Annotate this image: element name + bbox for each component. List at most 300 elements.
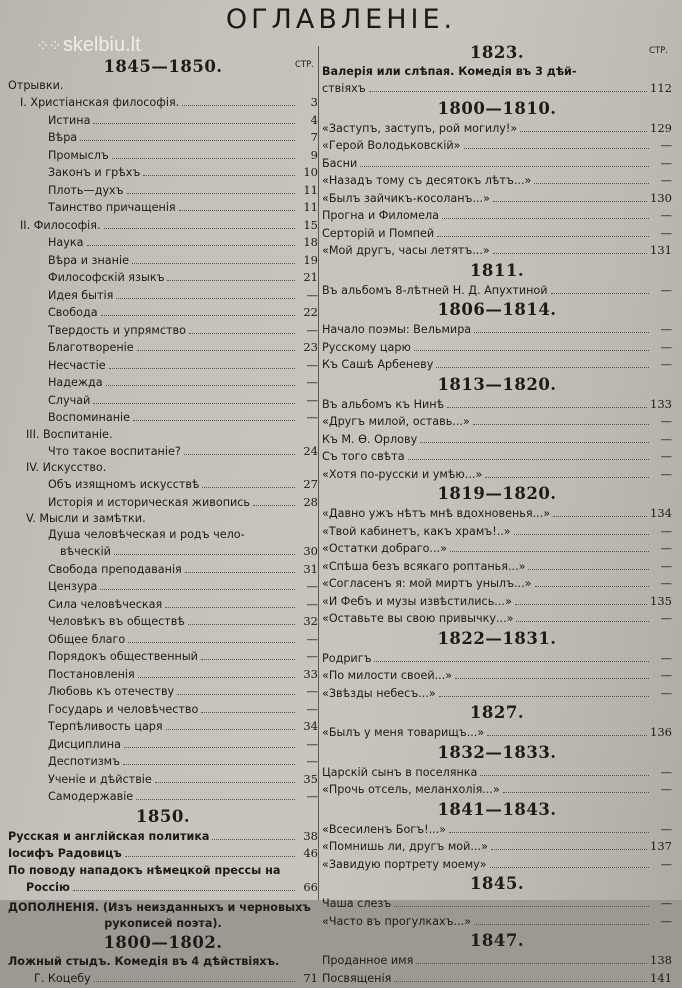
toc-page-number: 11 [303,200,318,214]
year-heading: 1822—1831. [437,628,557,648]
leader-dots [449,832,649,833]
toc-list [322,724,672,742]
toc-entry [322,650,672,668]
toc-page-number: — [306,596,318,611]
toc-list [322,895,672,930]
leader-dots [442,218,649,219]
toc-entry [322,155,672,173]
toc-entry: вѣческiй 30 [60,544,318,558]
toc-entry-title: Басни [322,156,358,170]
toc-list [322,650,672,703]
toc-entry-title: Начало поэмы: Вельмира [322,323,472,336]
toc-entry-title: Ученiе и дѣйствiе [48,772,152,786]
toc-entry-title: Исторiя и историческая живопись [48,495,251,509]
toc-page-number: 131 [650,243,672,257]
toc-page-number: — [306,375,318,389]
leader-dots [408,459,649,460]
toc-entry [8,234,318,252]
leader-dots [93,403,295,404]
toc-entry [322,120,672,138]
toc-entry-title: Проданное имя [322,954,414,967]
toc-page-number: 34 [303,719,318,733]
toc-entry-title: Въ альбомъ 8-лѣтней Н. Д. Апухтиной [322,283,548,297]
toc-entry [8,683,318,701]
toc-entry [322,282,672,300]
leader-dots [93,123,295,124]
toc-entry-title: «Помнишь ли, другъ мой...» [322,840,488,853]
toc-entry-title: Постановленiя [48,667,135,681]
toc-page-number: 27 [303,477,318,491]
leader-dots [188,624,295,625]
toc-entry [8,164,318,182]
toc-page-number: — [660,155,672,170]
toc-page-number: — [306,754,318,768]
toc-entry [322,396,672,414]
right-column [322,42,672,987]
toc-entry-title: Царскiй сынъ в поселянка [322,765,478,779]
toc-entry [322,321,672,339]
leader-dots [493,201,647,202]
toc-entry [8,613,318,631]
toc-entry-title: «Былъ зайчикъ-косоланъ...» [322,191,490,205]
toc-page-number: — [306,322,318,337]
toc-page-number: — [660,431,672,446]
toc-entry-title: Промыслъ [48,148,109,162]
toc-entry-title: Съ того свѣта [322,450,405,463]
toc-list [8,828,318,863]
leader-dots [437,236,649,237]
leader-dots [143,175,295,176]
leader-dots [439,696,649,697]
toc-page-number: 28 [303,494,318,509]
toc-entry-title: «Хотя по-русски и умѣю...» [322,467,483,481]
toc-entry [322,523,672,541]
toc-entry [322,575,672,593]
toc-entry [322,225,672,243]
section-heading-wrap [8,56,318,78]
supplement-heading: рукописей поэта). [104,917,222,930]
toc-entry [322,190,672,208]
toc-entry [8,147,318,165]
toc-page-number: — [660,896,672,910]
toc-list [8,443,318,461]
toc-entry-title: Порядокъ общественный [48,650,198,663]
year-heading: 1819—1820. [437,484,557,503]
leader-dots [106,385,295,386]
toc-page-number: — [660,282,672,297]
toc-page-number: 19 [303,252,318,267]
leader-dots [394,981,647,982]
leader-dots [420,442,649,443]
toc-entry [8,374,318,392]
toc-entry-title: Серторiй и Помпей [322,226,435,240]
toc-entry-title: «Давно ужъ нѣтъ мнѣ вдохновенья...» [322,507,551,520]
toc-entry [322,466,672,484]
toc-list [322,952,672,987]
year-heading: 1845. [469,874,525,893]
leader-dots [535,586,650,587]
year-heading: 1800—1802. [103,933,223,952]
toc-entry [8,269,318,287]
toc-entry-title: «Назадъ тому съ десятокъ лѣтъ...» [322,174,532,187]
toc-list [322,764,672,799]
toc-entry-title: Русскому царю [322,340,411,354]
toc-entry [8,129,318,147]
toc-page-number: 138 [650,953,672,967]
toc-entry [322,356,672,374]
toc-page-number: 18 [303,235,318,249]
toc-entry [8,252,318,270]
supplement-heading: ДОПОЛНЕНIЯ. (Изъ неизданныхъ и черновыхъ [8,901,311,914]
leader-dots [474,332,649,333]
toc-entry [8,182,318,200]
leader-dots [189,333,295,334]
toc-entry-title: Объ изящномъ искусствѣ [48,478,200,491]
toc-entry-title: Воспоминанiе [48,411,131,424]
toc-page-number: — [660,225,672,240]
toc-entry-title: Сила человѣческая [48,597,163,611]
toc-page-number: — [660,668,672,682]
toc-page-number: — [660,576,672,590]
toc-entry-title: «Часто въ прогулкахъ...» [322,914,472,928]
toc-entry-title: Человѣкъ въ обществѣ [48,615,185,628]
toc-entry-title: Несчастiе [48,358,106,372]
leader-dots [491,849,647,850]
toc-page-number: — [660,357,672,371]
leader-dots [551,293,649,294]
leader-dots [166,729,295,730]
toc-page-number: — [660,782,672,796]
toc-entry-title: Благотворенiе [48,341,134,354]
toc-entry [322,724,672,742]
toc-entry [8,494,318,512]
toc-entry-title: Случай [48,393,91,407]
toc-page-number: — [660,650,672,665]
toc-entry-title: Въ альбомъ къ Нинѣ [322,397,445,411]
toc-page-number: 31 [303,561,318,576]
toc-page-number: 133 [650,396,672,411]
leader-dots [101,315,295,316]
toc-entry-title: Государь и человѣчество [48,702,199,716]
toc-entry-title: Прогна и Филомела [322,209,440,222]
toc-entry [322,764,672,782]
toc-page-number: — [660,208,672,222]
toc-entry [322,952,672,970]
year-heading: 1827. [469,703,525,722]
toc-entry-title: Плоть—духъ [48,183,124,197]
toc-page-number: — [660,913,672,928]
toc-entry [322,207,672,225]
toc-entry-title: «Оставьте вы свою привычку...» [322,612,514,625]
leader-dots [132,263,295,264]
toc-page-number: 35 [303,771,318,786]
leader-dots [464,148,650,149]
toc-page-number: — [306,631,318,646]
toc-entry [8,736,318,754]
toc-entry [8,476,318,494]
toc-entry-line: Валерiя или слѣпая. Комедiя въ 3 дѣй- [322,65,577,78]
toc-entry-title: «Завидую портрету моему» [322,857,487,871]
toc-entry-title: Что такое воспитанiе? [48,444,181,458]
toc-page-number: 7 [310,130,318,144]
leader-dots [474,924,649,925]
toc-entry-line: Ложный стыдъ. Комедiя въ 4 дѣйствiяхъ. [8,955,280,968]
toc-entry [322,821,672,839]
year-heading: 1847. [469,931,525,950]
toc-entry [322,448,672,466]
leader-dots [201,712,295,713]
toc-page-number: — [660,523,672,538]
leader-dots [493,253,647,254]
leader-dots [100,589,295,590]
toc-page-number: — [660,138,672,152]
toc-section: III. Воспитанiе. [26,427,113,441]
toc-entry [322,339,672,357]
toc-entry [322,895,672,913]
year-heading: 1800—1810. [437,98,557,118]
page-title: ОГЛАВЛЕНIЕ. [225,4,457,35]
toc-page-number: 137 [650,839,672,853]
toc-entry [322,558,672,576]
toc-entry-title: Терпѣливость царя [48,720,163,733]
toc-page-number: — [306,392,318,407]
section-heading-wrap [322,42,672,64]
column-divider [318,46,319,900]
toc-page-number: 10 [303,165,318,179]
toc-entry-title: Вѣра и знанiе [48,253,129,267]
toc-entry [8,666,318,684]
toc-entry [8,718,318,736]
toc-page-number: — [660,685,672,700]
toc-entry-title: Таинство причащенiя [48,201,176,214]
toc-page-number: — [660,322,672,336]
toc-group-label: Отрывки. [8,79,64,92]
toc-entry-title: Истина [48,113,91,127]
leader-dots [185,572,295,573]
toc-entry-title: «Спѣша безъ всякаго роптанья...» [322,559,526,573]
leader-dots [80,140,295,141]
toc-entry [8,561,318,579]
toc-list [322,505,672,628]
toc-page-number: — [660,173,672,187]
leader-dots [534,183,649,184]
toc-entry: Россiю 66 [26,879,318,894]
leader-dots [201,659,295,660]
toc-entry [322,781,672,799]
toc-page-number: 11 [303,182,318,197]
toc-list [322,321,672,374]
leader-dots [133,420,295,421]
toc-page-number: — [660,856,672,871]
year-heading: 1811. [469,260,525,280]
leader-dots [414,350,649,351]
toc-entry-title: Свобода преподаванiя [48,562,182,576]
leader-dots [179,210,295,211]
leader-dots [253,505,295,506]
leader-dots [514,534,649,535]
toc-list [322,282,672,300]
page-column-label: СТР. [649,46,668,56]
leader-dots [184,454,295,455]
toc-page-number: 22 [303,305,318,319]
toc-entry [8,771,318,789]
toc-entry-title: «Герой Володьковскiй» [322,139,461,152]
toc-entry-title: Родригъ [322,651,372,665]
toc-entry [8,788,318,806]
toc-page-number: 134 [650,506,672,520]
toc-entry [8,828,318,846]
leader-dots [109,368,295,369]
leader-dots [155,782,295,783]
toc-page-number: 4 [310,112,318,127]
toc-list [322,396,672,484]
toc-entry [8,578,318,596]
leader-dots [125,856,295,857]
toc-entry-title: Русская и англiйская политика [8,829,210,843]
toc-entry-title: «Всесиленъ Богъ!...» [322,822,447,836]
toc-entry: Г. Коцебу 71 [34,971,318,985]
toc-entry-title: Iосифъ Радовицъ [8,847,122,860]
leader-dots [124,747,295,748]
toc-entry [322,685,672,703]
toc-page-number: — [306,357,318,372]
toc-page-number: — [660,449,672,463]
toc-entry [8,596,318,614]
toc-page-number: 33 [303,666,318,681]
toc-entry-title: Наука [48,236,84,249]
toc-entry-title: «По милости своей...» [322,669,453,682]
toc-page-number: — [306,684,318,698]
toc-page-number: — [660,821,672,836]
leader-dots [127,193,295,194]
toc-page-number: 21 [303,270,318,284]
toc-page-number: — [660,466,672,481]
leader-dots [528,569,649,570]
toc-entry-title: Самодержавiе [48,790,134,803]
toc-page-number: — [306,736,318,751]
toc-entry [322,413,672,431]
toc-entry [8,287,318,305]
watermark-logo-icon: ⁘⁘ [36,38,61,55]
leader-dots [128,642,295,643]
leader-dots [503,792,649,793]
toc-page-number: — [660,558,672,573]
toc-entry-title: «Былъ у меня товарищъ...» [322,726,485,739]
toc-entry [8,631,318,649]
toc-entry-title: «Звѣзды небесъ...» [322,686,436,700]
toc-entry [322,242,672,260]
toc-entry [322,431,672,449]
toc-entry [8,648,318,666]
toc-entry-title: «Согласенъ я: мой миртъ унылъ...» [322,577,532,590]
year-heading: 1850. [135,806,191,826]
toc-entry-title: Къ М. Ѳ. Орлову [322,432,418,446]
toc-entry [322,970,672,988]
watermark-text: skelbiu.lt [62,34,141,56]
toc-entry [8,339,318,357]
leader-dots [480,775,649,776]
toc-entry [8,753,318,771]
leader-dots [455,678,649,679]
toc-entry [322,137,672,155]
leader-dots [520,131,647,132]
leader-dots [177,694,295,695]
toc-entry-title: Идея бытiя [48,288,114,302]
toc-entry-title: Деспотизмъ [48,755,121,768]
leader-dots [212,839,295,840]
toc-page-number: — [660,414,672,428]
leader-dots [473,424,649,425]
toc-entry-title: Законъ и грѣхъ [48,166,141,179]
toc-page-number: — [660,339,672,354]
leader-dots [112,158,295,159]
toc-entry-title: «И Фебъ и музы извѣстились...» [322,594,512,608]
leader-dots [137,350,295,351]
year-heading: 1806—1814. [437,300,557,319]
toc-page-number: 141 [650,970,672,985]
toc-entry [8,199,318,217]
leader-dots [202,487,295,488]
toc-section: II. Философiя. 15 [20,217,318,232]
toc-entry-title: «Остатки добраго...» [322,542,447,555]
leader-dots [165,607,295,608]
toc-entry-line: По поводу нападокъ нѣмецкой прессы на [8,863,281,877]
toc-entry-title: «Прочь отсель, меланхолiя...» [322,783,500,796]
year-heading: 1823. [469,43,525,62]
leader-dots [450,551,649,552]
toc-list [8,234,318,427]
toc-entry [322,593,672,611]
toc-page-number: — [306,701,318,716]
toc-entry [322,913,672,931]
toc-entry [8,357,318,375]
toc-entry-title: Къ Сашѣ Арбеневу [322,358,434,371]
toc-entry-title: Посвященiя [322,971,392,985]
leader-dots [416,963,647,964]
leader-dots [515,604,647,605]
leader-dots [487,735,647,736]
toc-entry-title: «Заступъ, заступъ, рой могилу!» [322,121,518,135]
toc-list [8,561,318,806]
toc-entry-title: Свобода [48,306,98,319]
toc-entry [322,610,672,628]
toc-page-number: 46 [303,846,318,860]
watermark [36,34,141,57]
leader-dots [87,245,295,246]
toc-entry-title: Цензура [48,580,98,593]
leader-dots [516,621,649,622]
toc-entry-title: «Твой кабинетъ, какъ храмъ!..» [322,524,511,538]
toc-page-number: 130 [650,190,672,205]
toc-entry-title: Философскiй языкъ [48,271,165,284]
leader-dots [553,516,647,517]
toc-entry [8,701,318,719]
leader-dots [167,280,295,281]
left-column [8,56,318,988]
toc-list [322,821,672,874]
toc-page-number: — [306,789,318,803]
year-heading: 1841—1843. [437,799,557,819]
toc-page-number: 23 [303,340,318,354]
toc-entry-line: Душа человѣческая и родъ чело- [48,528,245,541]
toc-entry [8,409,318,427]
toc-page-number: 135 [650,593,672,608]
toc-entry-title: Вѣра [48,131,78,144]
toc-entry-title: «Мой другъ, часы летятъ...» [322,244,490,257]
leader-dots [447,407,647,408]
toc-entry [322,856,672,874]
toc-list [8,476,318,511]
